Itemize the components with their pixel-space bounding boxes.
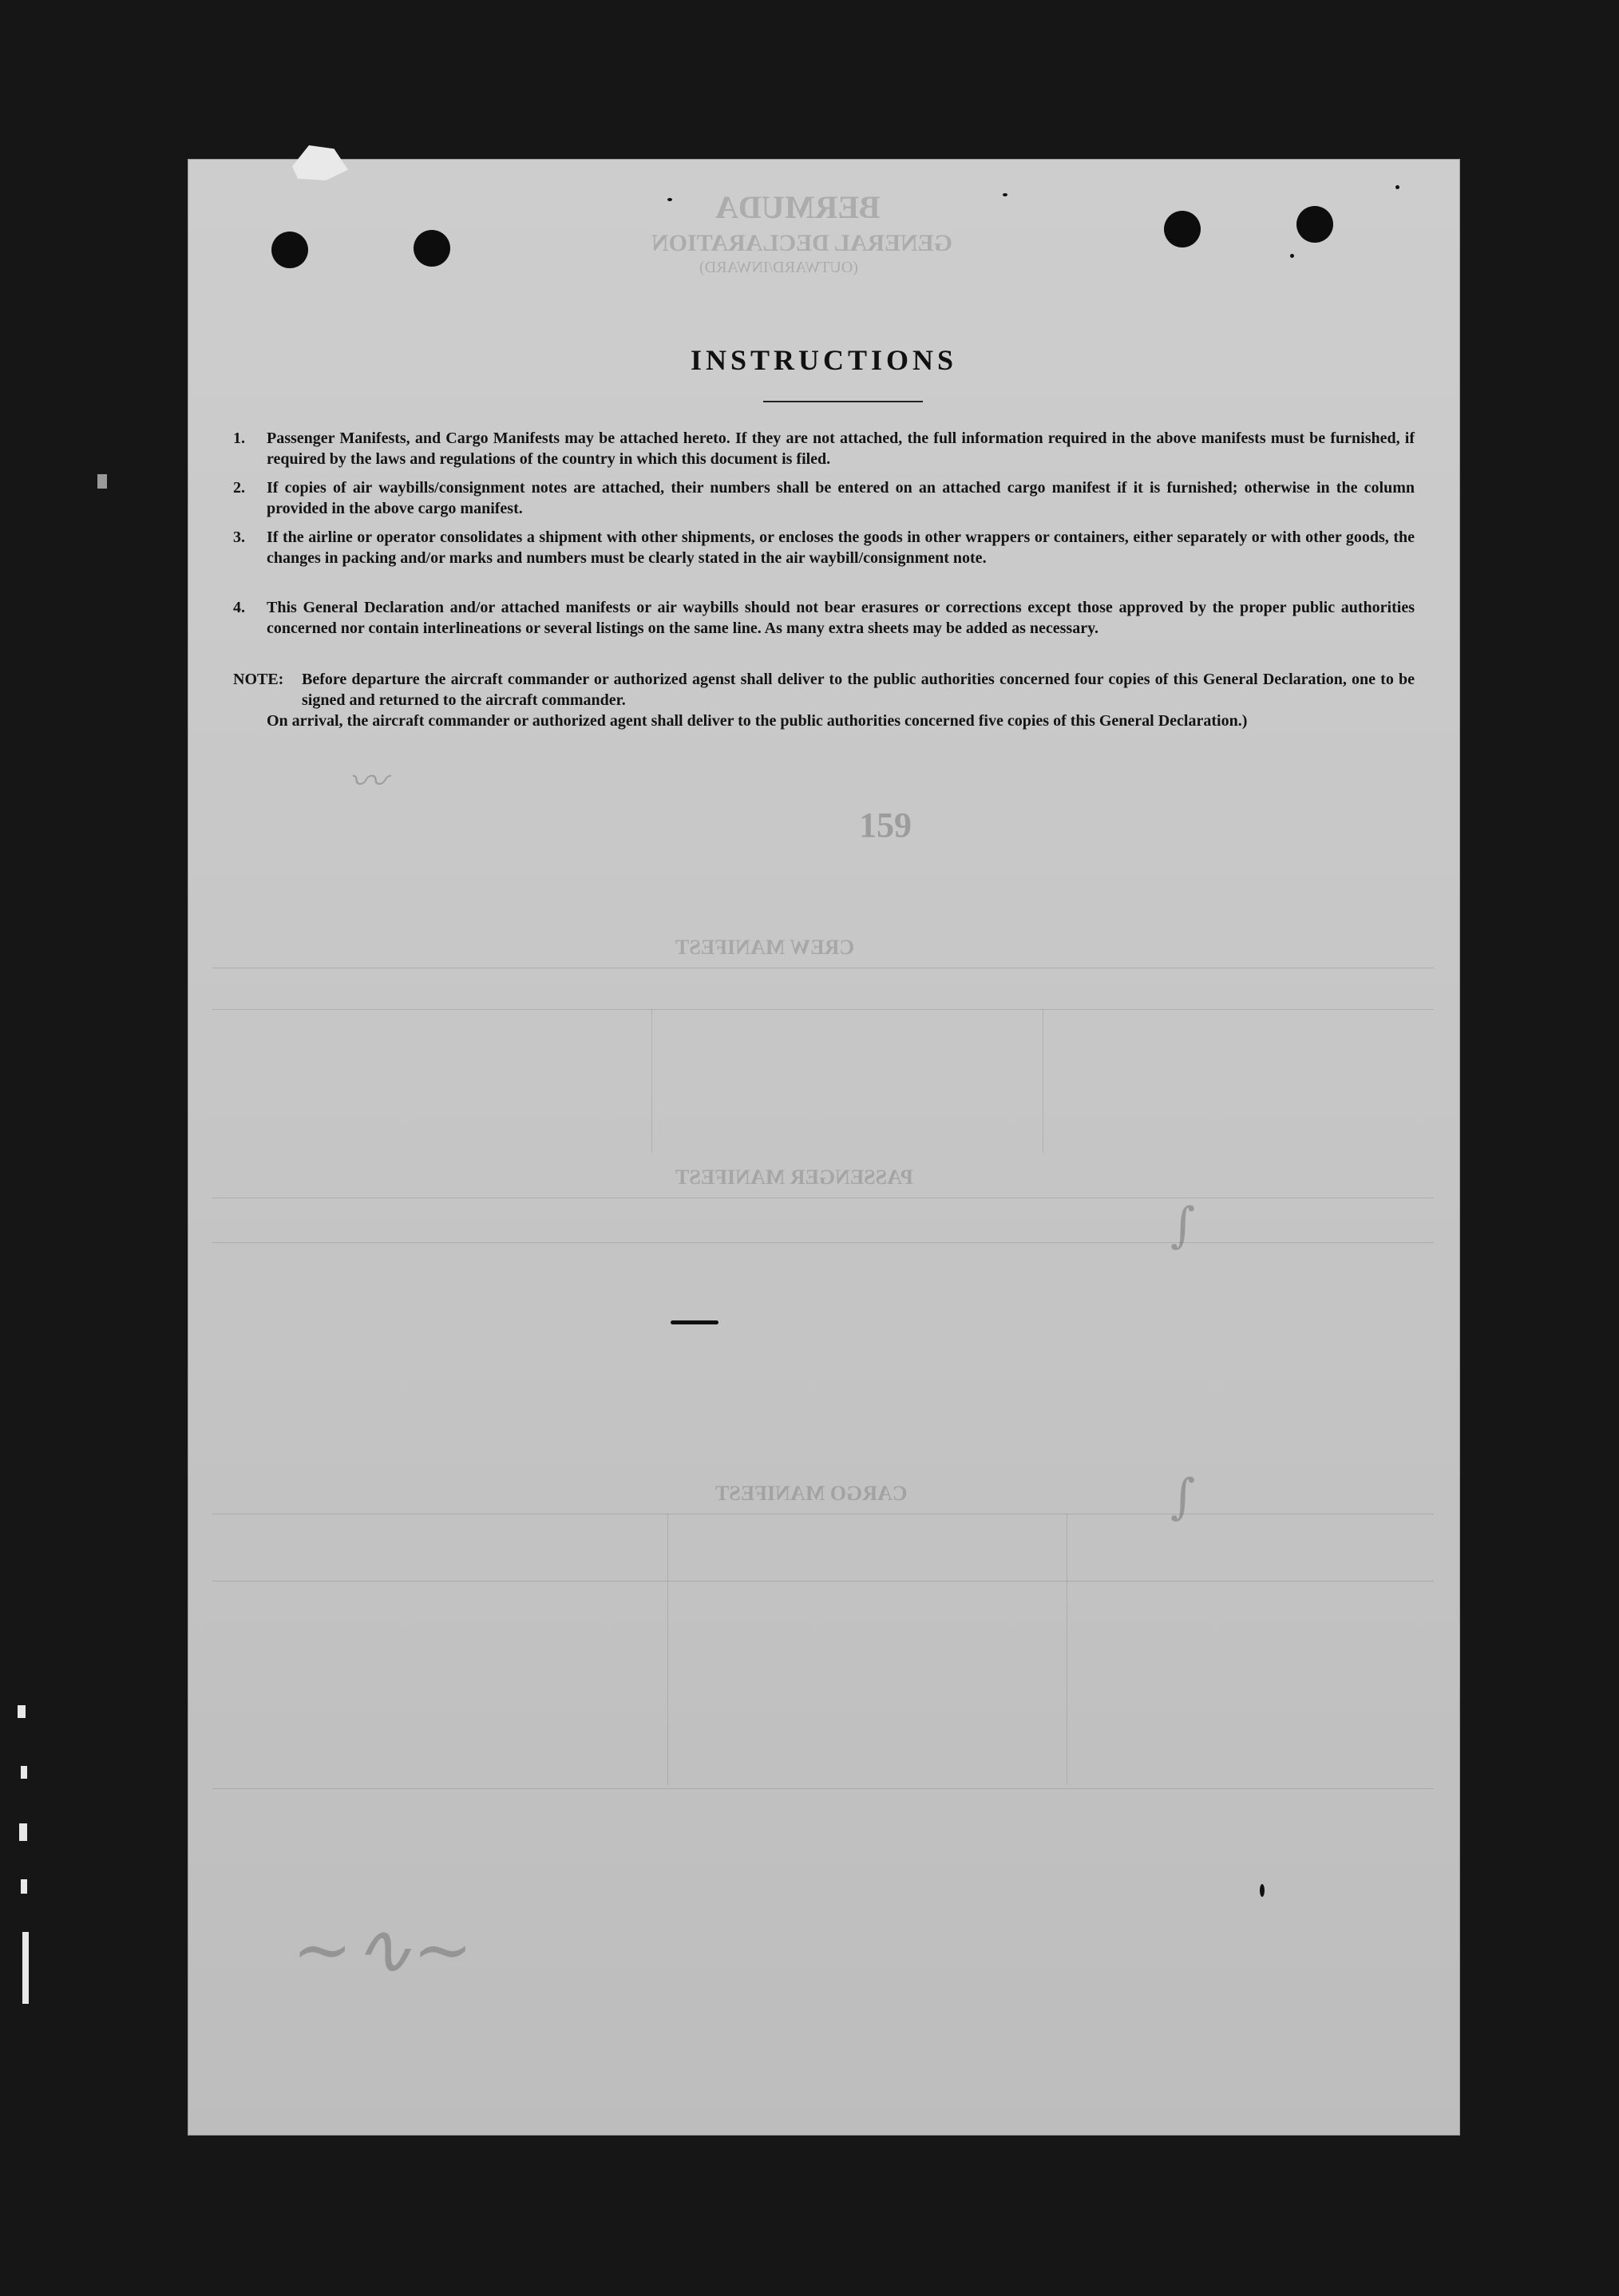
instruction-number: 3. [233,528,245,546]
instruction-number: 2. [233,479,245,497]
instruction-item-2 [233,477,1415,519]
scan-artifact [22,1932,29,2004]
ink-speck [667,198,672,201]
instruction-note [233,669,1415,731]
bleed-passenger-manifest: PASSENGER MANIFEST [675,1166,913,1189]
scan-artifact [21,1766,27,1779]
punch-hole-right-2 [1296,206,1333,243]
instruction-item-3 [233,527,1415,568]
torn-corner [292,145,348,180]
document-sheet [188,160,1459,2135]
ink-speck [1003,193,1007,196]
pencil-scribble: 〰 [348,759,387,804]
pencil-scribble: ∫ [1170,1469,1196,1525]
bleed-column-line [667,1514,668,1785]
scan-artifact [19,1823,27,1841]
scan-artifact [97,474,107,489]
instruction-number: 1. [233,430,245,447]
bleed-country: BERMUDA [715,189,881,225]
ink-speck [1395,185,1399,189]
bleed-column-line [651,1009,652,1153]
bleed-form-title: GENERAL DECLARATION [651,230,953,256]
bleed-cargo-manifest: CARGO MANIFEST [715,1482,908,1505]
ink-speck [1290,254,1294,258]
bleed-rule [212,1009,1434,1010]
bleed-direction: (OUTWARD/INWARD) [699,259,858,276]
bleed-rule [212,1197,1434,1198]
punch-hole-right-1 [1164,211,1201,247]
instruction-text: If copies of air waybills/consignment notes are attached, their numbers shall be entered on an attached cargo manifest if it is furnished; otherwise in the column provided in the above cargo manifest. [267,479,1415,517]
instruction-text: If the airline or operator consolidates a shipment with other shipments, or encloses the goods in other wrappers or containers, either separately or with other goods, the changes in packing and/or marks and numbers must be clearly stated in the air waybill/consignment note. [267,528,1415,567]
scan-artifact [21,1879,27,1894]
note-label: NOTE: [233,671,284,688]
instruction-item-4 [233,597,1415,639]
punch-hole-left-1 [271,232,308,268]
bleed-crew-manifest: CREW MANIFEST [675,936,855,959]
bleed-rule [212,1242,1434,1243]
instruction-text: Passenger Manifests, and Cargo Manifests may be attached hereto. If they are not attached, the full information required in the above manifests must be furnished, if required by the laws and regulations of the country in which this document is filed. [267,430,1415,468]
punch-hole-left-2 [414,230,450,267]
instructions-title: INSTRUCTIONS [690,344,958,376]
note-text-2: On arrival, the aircraft commander or authorized agent shall deliver to the public authorities concerned five copies of this General Declaration.) [267,712,1248,730]
scan-artifact [18,1705,26,1718]
ink-speck [671,1320,718,1324]
stamp-number: 159 [859,806,912,845]
note-text-1: Before departure the aircraft commander or authorized agenst shall deliver to the public authorities concerned four copies of this General Declaration, one to be signed and returned to the aircraft commander. [302,671,1415,709]
instruction-text: This General Declaration and/or attached manifests or air waybills should not bear erasures or corrections except those approved by the proper public authorities concerned nor contain interlineations or several listings on the same line. As many extra sheets may be added as necessary. [267,599,1415,637]
instruction-number: 4. [233,599,245,616]
signature-scrawl: ∼∿∼ [292,1908,473,1992]
bleed-rule [212,1788,1434,1789]
ink-speck [1260,1884,1265,1897]
instruction-item-1 [233,428,1415,469]
title-underline [763,401,923,402]
pencil-scribble: ∫ [1170,1197,1196,1253]
